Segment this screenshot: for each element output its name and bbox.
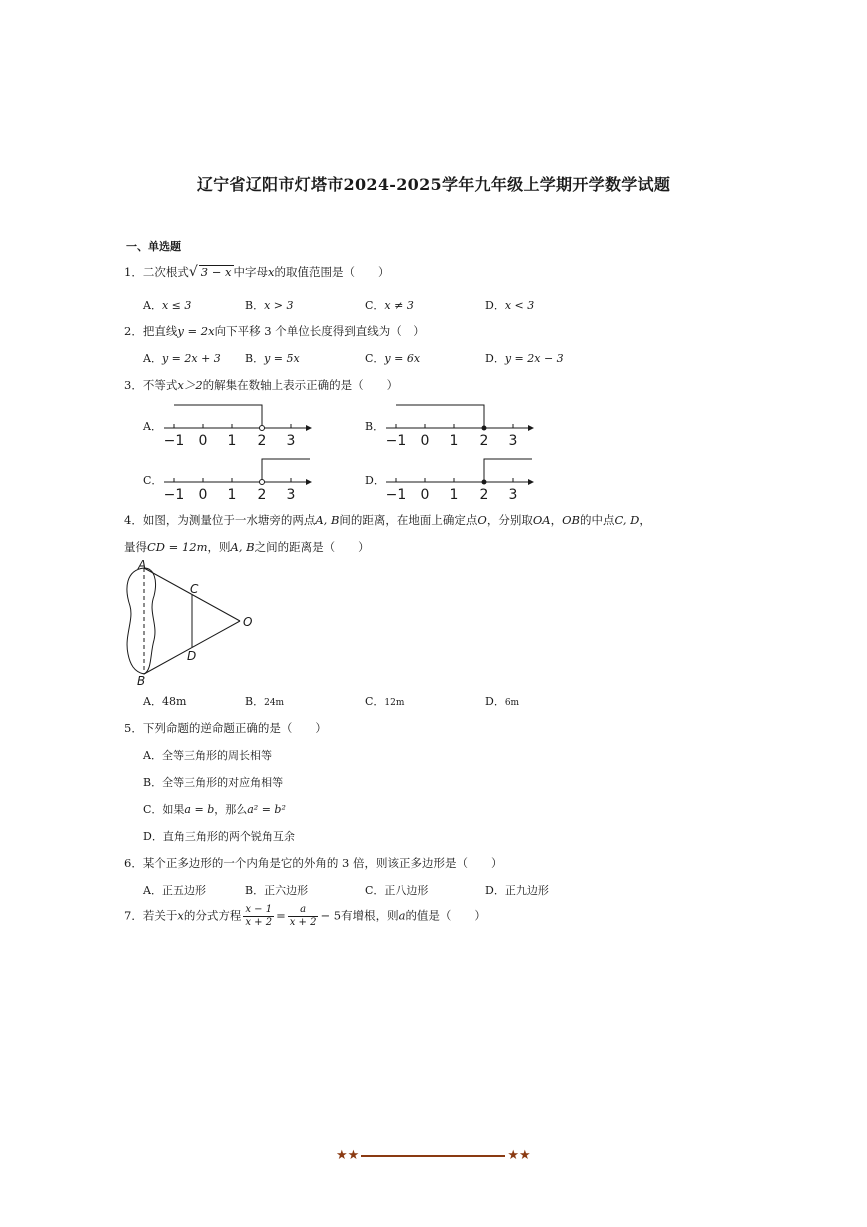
q1-option-d[interactable]: D．x < 3 bbox=[485, 299, 535, 312]
footer-ornament bbox=[336, 1148, 531, 1163]
q4-option-d[interactable]: D．6m bbox=[485, 695, 520, 708]
page-title: 辽宁省辽阳市灯塔市2024-2025学年九年级上学期开学数学试题 bbox=[196, 175, 671, 194]
svg-text:−1: −1 bbox=[163, 433, 185, 448]
q2-option-c[interactable]: C．y = 6x bbox=[365, 352, 421, 365]
svg-text:0: 0 bbox=[420, 487, 430, 502]
question-3: 3．不等式x＞2的解集在数轴上表示正确的是（ ） bbox=[124, 378, 399, 392]
question-6: 6．某个正多边形的一个内角是它的外角的 3 倍，则该正多边形是（ ） bbox=[124, 856, 503, 870]
label-c: C bbox=[190, 582, 199, 596]
svg-text:0: 0 bbox=[198, 487, 208, 502]
star-icon-left: ★★ bbox=[336, 1148, 360, 1163]
q3-option-d-numberline[interactable] bbox=[382, 454, 542, 502]
q3-option-d-label[interactable]: D． bbox=[365, 474, 385, 487]
label-o: O bbox=[243, 615, 253, 629]
question-7: 7．若关于x的分式方程 $\frac{x - 1}{x + 2}$ = $\frac{a}{x + 2}$ − 5有增根，则a的值是（ ） bbox=[124, 904, 486, 928]
footer-rule bbox=[361, 1155, 505, 1157]
q6-option-c[interactable]: C．正八边形 bbox=[365, 884, 429, 897]
q3-option-c-label[interactable]: C． bbox=[143, 474, 163, 487]
svg-text:−1: −1 bbox=[385, 433, 407, 448]
q1-option-c[interactable]: C．x ≠ 3 bbox=[365, 299, 414, 312]
q3-option-a-numberline[interactable] bbox=[160, 400, 320, 448]
q5-option-d[interactable]: D．直角三角形的两个锐角互余 bbox=[143, 830, 295, 843]
question-4-line-2: 量得CD = 12m，则A, B之间的距离是（ ） bbox=[124, 540, 370, 554]
q4-option-a[interactable]: A．48m bbox=[143, 695, 187, 708]
svg-text:3: 3 bbox=[508, 433, 518, 448]
svg-text:2: 2 bbox=[479, 487, 489, 502]
star-icon-right: ★★ bbox=[507, 1148, 531, 1163]
radicand: 3 − x bbox=[200, 265, 232, 279]
q4-option-b[interactable]: B．24m bbox=[245, 695, 285, 708]
fraction-2: $\frac{a}{x + 2}$ bbox=[289, 904, 317, 928]
label-b: B bbox=[137, 674, 146, 688]
q2-option-d[interactable]: D．y = 2x − 3 bbox=[485, 352, 564, 365]
q1-option-a[interactable]: A．x ≤ 3 bbox=[143, 299, 192, 312]
q5-option-a[interactable]: A．全等三角形的周长相等 bbox=[143, 749, 272, 762]
question-1: 1．二次根式√ 3 − x 中字母x的取值范围是（ ） bbox=[124, 264, 390, 280]
svg-text:3: 3 bbox=[508, 487, 518, 502]
svg-text:1: 1 bbox=[449, 487, 459, 502]
svg-text:−1: −1 bbox=[163, 487, 185, 502]
question-5: 5．下列命题的逆命题正确的是（ ） bbox=[124, 721, 327, 735]
svg-text:3: 3 bbox=[286, 433, 296, 448]
svg-text:1: 1 bbox=[227, 433, 237, 448]
question-4-line-1: 4．如图，为测量位于一水塘旁的两点A, B间的距离，在地面上确定点O，分别取OA，OB的中点C, D， bbox=[124, 513, 651, 527]
q1-option-b[interactable]: B．x > 3 bbox=[245, 299, 294, 312]
q4-option-c[interactable]: C．12m bbox=[365, 695, 405, 708]
svg-text:−1: −1 bbox=[385, 487, 407, 502]
fraction-1: $\frac{x - 1}{x + 2}$ bbox=[245, 904, 273, 928]
label-d: D bbox=[187, 649, 197, 663]
svg-text:2: 2 bbox=[479, 433, 489, 448]
svg-text:2: 2 bbox=[257, 487, 267, 502]
pond-figure bbox=[116, 558, 266, 690]
q3-option-a-label[interactable]: A． bbox=[143, 420, 162, 433]
svg-text:1: 1 bbox=[449, 433, 459, 448]
q5-option-b[interactable]: B．全等三角形的对应角相等 bbox=[143, 776, 284, 789]
q2-option-a[interactable]: A．y = 2x + 3 bbox=[143, 352, 221, 365]
svg-text:3: 3 bbox=[286, 487, 296, 502]
q3-option-c-numberline[interactable] bbox=[160, 454, 320, 502]
label-a: A bbox=[138, 558, 147, 572]
svg-text:0: 0 bbox=[198, 433, 208, 448]
svg-text:1: 1 bbox=[227, 487, 237, 502]
q6-option-d[interactable]: D．正九边形 bbox=[485, 884, 549, 897]
q6-option-a[interactable]: A．正五边形 bbox=[143, 884, 206, 897]
q3-option-b-numberline[interactable] bbox=[382, 400, 542, 448]
svg-text:2: 2 bbox=[257, 433, 267, 448]
q2-option-b[interactable]: B．y = 5x bbox=[245, 352, 300, 365]
q5-option-c[interactable]: C．如果a = b，那么a² = b² bbox=[143, 803, 286, 816]
q3-option-b-label[interactable]: B． bbox=[365, 420, 385, 433]
svg-text:0: 0 bbox=[420, 433, 430, 448]
section-heading: 一、单选题 bbox=[126, 240, 181, 253]
q6-option-b[interactable]: B．正六边形 bbox=[245, 884, 309, 897]
question-2: 2．把直线y = 2x向下平移 3 个单位长度得到直线为（ ） bbox=[124, 324, 425, 338]
